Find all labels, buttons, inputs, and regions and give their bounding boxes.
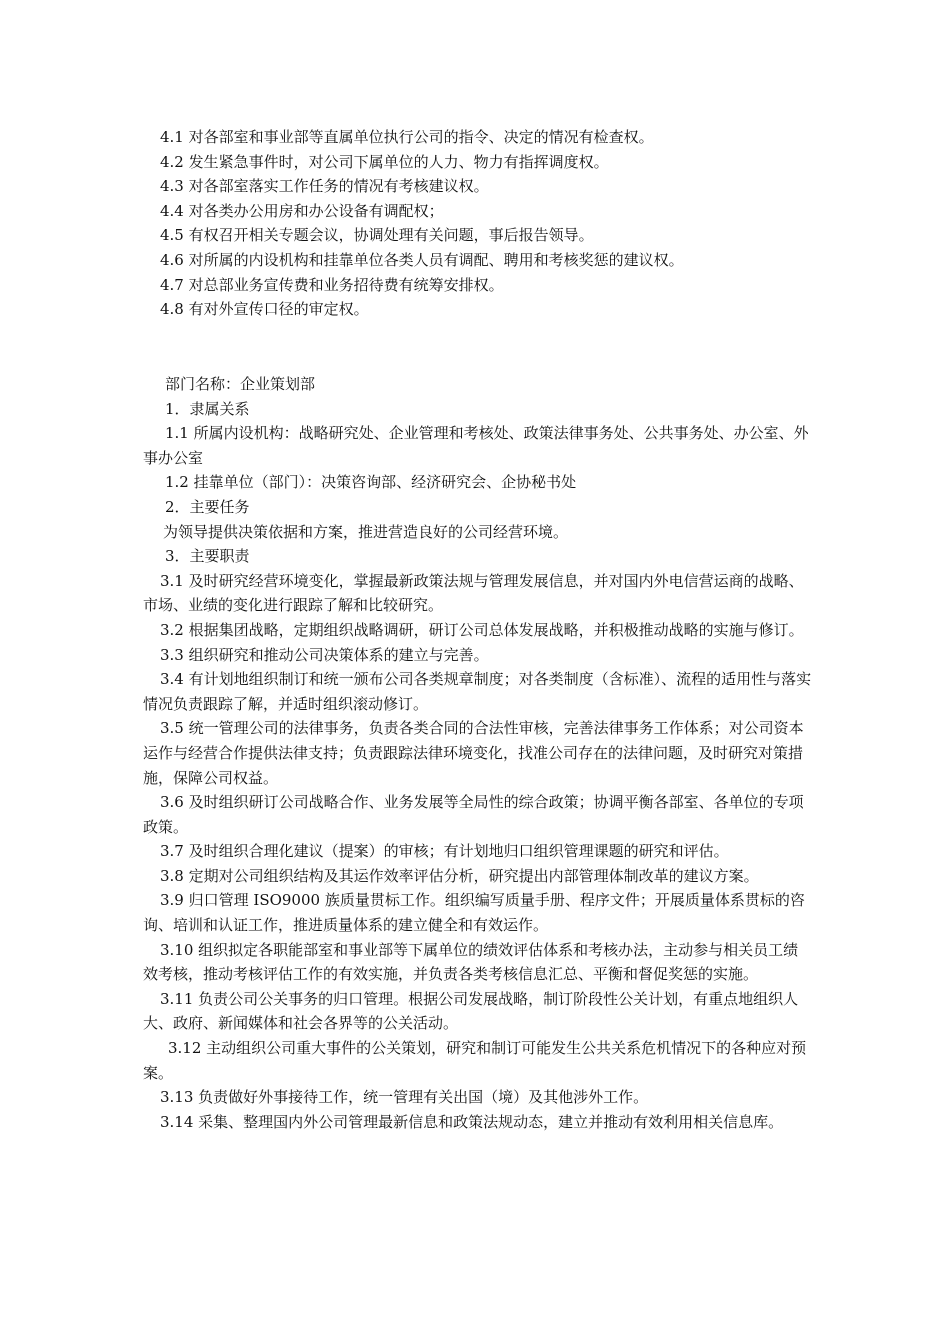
section-heading-2: 2．主要任务 bbox=[165, 497, 250, 516]
list-item: 4.3 对各部室落实工作任务的情况有考核建议权。 bbox=[160, 177, 489, 196]
section-2-text: 为领导提供决策依据和方案，推进营造良好的公司经营环境。 bbox=[163, 522, 569, 541]
duty-item: 3.5 统一管理公司的法律事务，负责各类合同的合法性审核，完善法律事务工作体系；对公司资本运作与经营合作提供法律支持；负责跟踪法律环境变化，找准公司存在的法律问题，及时研究对策措施，保障公司权益。 bbox=[143, 719, 804, 787]
department-section bbox=[143, 372, 813, 1134]
duty-item: 3.7 及时组织合理化建议（提案）的审核；有计划地归口组织管理课题的研究和评估。 bbox=[160, 842, 729, 861]
duty-item: 3.11 负责公司公关事务的归口管理。根据公司发展战略，制订阶段性公关计划，有重点地组织人大、政府、新闻媒体和社会各界等的公关活动。 bbox=[143, 989, 799, 1033]
duty-item: 3.9 归口管理 ISO9000 族质量贯标工作。组织编写质量手册、程序文件；开展质量体系贯标的咨询、培训和认证工作，推进质量体系的建立健全和有效运作。 bbox=[143, 891, 805, 935]
duty-item: 3.10 组织拟定各职能部室和事业部等下属单位的绩效评估体系和考核办法，主动参与相关员工绩效考核，推动考核评估工作的有效实施，并负责各类考核信息汇总、平衡和督促奖惩的实施。 bbox=[143, 940, 799, 984]
duty-item: 3.3 组织研究和推动公司决策体系的建立与完善。 bbox=[160, 645, 489, 664]
duty-item: 3.8 定期对公司组织结构及其运作效率评估分析，研究提出内部管理体制改革的建议方案。 bbox=[160, 866, 759, 885]
section-4-list bbox=[143, 125, 813, 322]
duty-item: 3.2 根据集团战略，定期组织战略调研，研订公司总体发展战略，并积极推动战略的实施与修订。 bbox=[160, 620, 804, 639]
section-heading-3: 3．主要职责 bbox=[165, 547, 250, 566]
subsection-1-1: 1.1 所属内设机构：战略研究处、企业管理和考核处、政策法律事务处、公共事务处、办公室、外事办公室 bbox=[143, 424, 809, 467]
duty-item: 3.13 负责做好外事接待工作，统一管理有关出国（境）及其他涉外工作。 bbox=[160, 1088, 649, 1107]
list-item: 4.4 对各类办公用房和办公设备有调配权； bbox=[160, 201, 444, 220]
list-item: 4.2 发生紧急事件时，对公司下属单位的人力、物力有指挥调度权。 bbox=[160, 152, 609, 171]
duty-item: 3.1 及时研究经营环境变化，掌握最新政策法规与管理发展信息，并对国内外电信营运商的战略、市场、业绩的变化进行跟踪了解和比较研究。 bbox=[143, 571, 804, 615]
list-item: 4.6 对所属的内设机构和挂靠单位各类人员有调配、聘用和考核奖惩的建议权。 bbox=[160, 250, 684, 269]
list-item: 4.1 对各部室和事业部等直属单位执行公司的指令、决定的情况有检查权。 bbox=[160, 128, 654, 146]
duty-item: 3.6 及时组织研订公司战略合作、业务发展等全局性的综合政策；协调平衡各部室、各单位的专项政策。 bbox=[143, 793, 804, 836]
duty-item: 3.4 有计划地组织制订和统一颁布公司各类规章制度；对各类制度（含标准）、流程的适用性与落实情况负责跟踪了解，并适时组织滚动修订。 bbox=[143, 670, 812, 713]
list-item: 4.7 对总部业务宣传费和业务招待费有统筹安排权。 bbox=[160, 275, 504, 294]
list-item: 4.5 有权召开相关专题会议，协调处理有关问题，事后报告领导。 bbox=[160, 226, 594, 245]
section-heading-1: 1．隶属关系 bbox=[165, 399, 250, 418]
subsection-1-2: 1.2 挂靠单位（部门）：决策咨询部、经济研究会、企协秘书处 bbox=[165, 473, 577, 492]
department-name: 部门名称：企业策划部 bbox=[165, 375, 316, 393]
duty-item: 3.12 主动组织公司重大事件的公关策划，研究和制订可能发生公共关系危机情况下的各种应对预案。 bbox=[143, 1039, 807, 1082]
list-item: 4.8 有对外宣传口径的审定权。 bbox=[160, 300, 369, 319]
duty-item: 3.14 采集、整理国内外公司管理最新信息和政策法规动态，建立并推动有效利用相关信息库。 bbox=[160, 1112, 784, 1131]
